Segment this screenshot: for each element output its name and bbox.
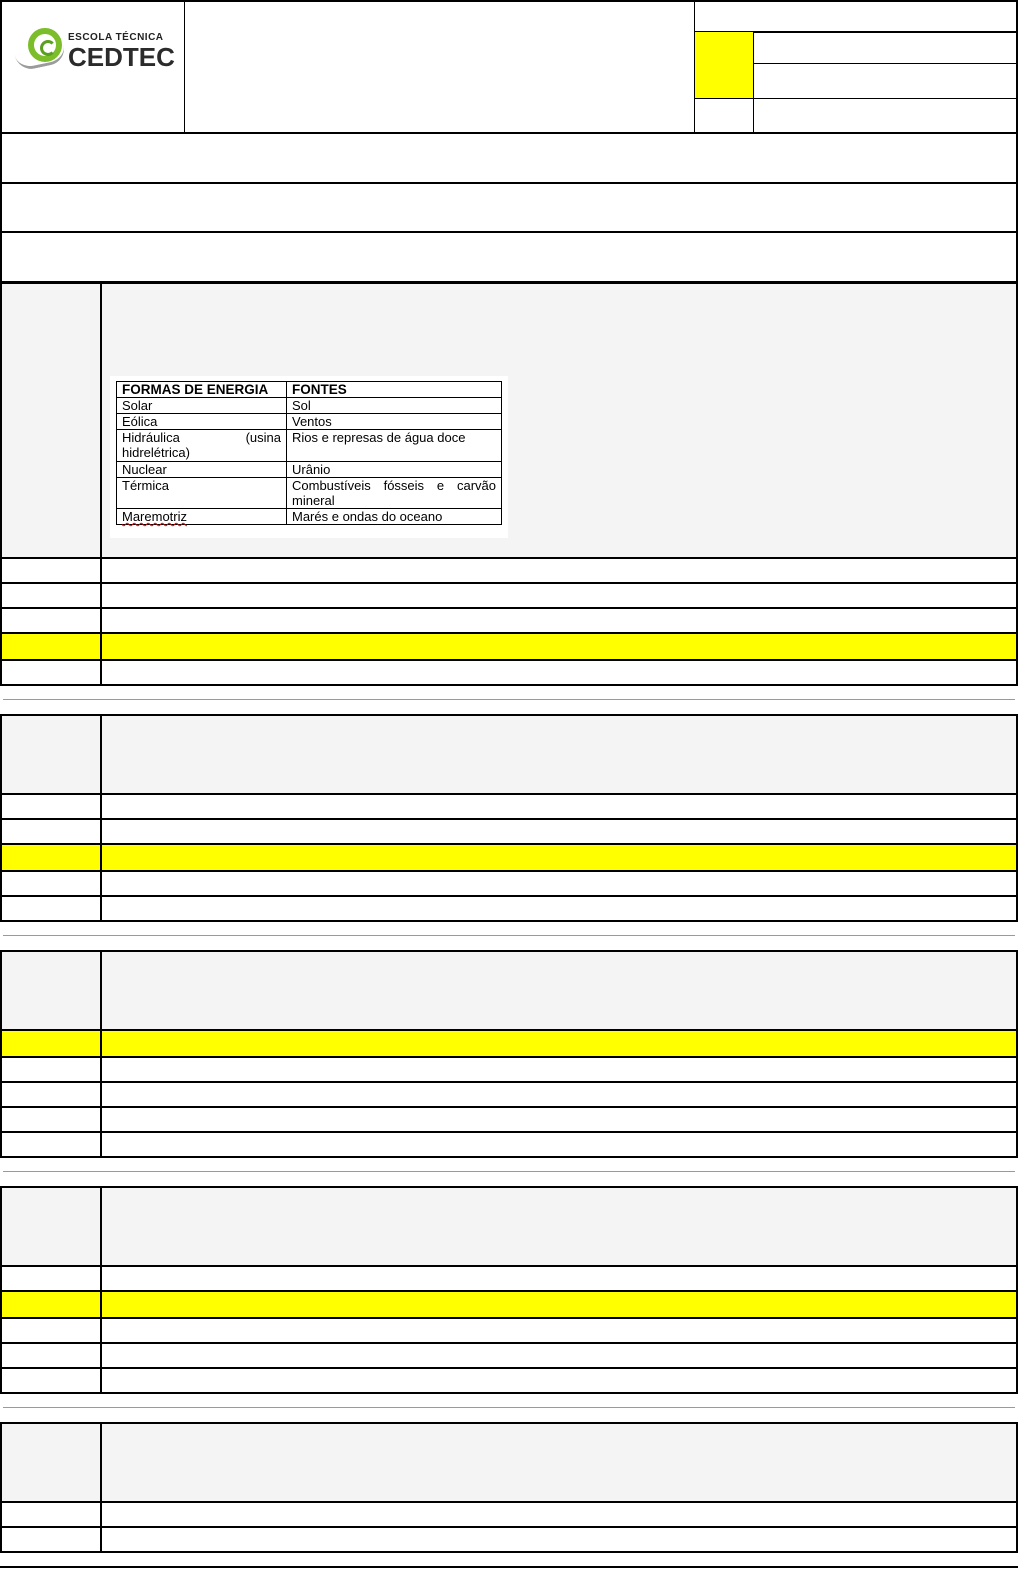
energy-form-cell: Nuclear bbox=[117, 462, 287, 478]
table-row bbox=[117, 430, 502, 462]
separator bbox=[3, 1171, 1015, 1172]
option-letter-cell bbox=[2, 1031, 102, 1056]
energy-table-image bbox=[110, 376, 508, 538]
option-row[interactable] bbox=[2, 1133, 1016, 1158]
option-text-cell bbox=[102, 1133, 1016, 1156]
option-letter-cell bbox=[2, 584, 102, 607]
cedtec-logo bbox=[16, 20, 176, 80]
option-letter-cell bbox=[2, 1369, 102, 1392]
info-value-2 bbox=[753, 63, 1018, 99]
question-2 bbox=[0, 714, 1018, 922]
option-letter-cell bbox=[2, 1083, 102, 1106]
page-bottom-rule bbox=[0, 1566, 1018, 1568]
option-text-cell bbox=[102, 584, 1016, 607]
question-4-stem bbox=[2, 1188, 1016, 1267]
question-1-number-cell bbox=[2, 284, 102, 557]
table-row bbox=[117, 462, 502, 478]
question-4 bbox=[0, 1186, 1018, 1394]
option-text-cell bbox=[102, 1267, 1016, 1290]
question-5 bbox=[0, 1422, 1018, 1553]
option-row[interactable] bbox=[2, 1058, 1016, 1083]
info-header-cell bbox=[694, 0, 1018, 33]
option-text-cell bbox=[102, 1083, 1016, 1106]
table-row bbox=[117, 414, 502, 430]
option-text-cell bbox=[102, 661, 1016, 684]
question-1-stem bbox=[2, 284, 1016, 559]
question-3-stem bbox=[2, 952, 1016, 1031]
separator bbox=[3, 935, 1015, 936]
energy-table bbox=[116, 381, 502, 525]
option-text-cell bbox=[102, 1108, 1016, 1131]
logo-cell bbox=[0, 0, 185, 134]
separator bbox=[3, 699, 1015, 700]
energy-table-header: FORMAS DE ENERGIA bbox=[117, 382, 287, 398]
table-row bbox=[117, 398, 502, 414]
question-1 bbox=[0, 284, 1018, 686]
option-letter-cell bbox=[2, 1108, 102, 1131]
option-row[interactable] bbox=[2, 1319, 1016, 1344]
info-mark-2 bbox=[694, 63, 754, 99]
energy-form-cell: Hidráulica (usina hidrelétrica) bbox=[117, 430, 287, 462]
option-letter-cell bbox=[2, 661, 102, 684]
table-row bbox=[117, 509, 502, 525]
energy-source-cell: Marés e ondas do oceano bbox=[287, 509, 502, 525]
option-row[interactable] bbox=[2, 1267, 1016, 1292]
logo-line1: ESCOLA TÉCNICA bbox=[68, 32, 164, 43]
option-letter-cell bbox=[2, 1133, 102, 1156]
option-text-cell bbox=[102, 795, 1016, 818]
option-letter-cell bbox=[2, 845, 102, 870]
option-row[interactable] bbox=[2, 795, 1016, 820]
spellcheck-word: Maremotriz bbox=[122, 509, 188, 524]
option-letter-cell bbox=[2, 634, 102, 659]
option-row-highlighted[interactable] bbox=[2, 845, 1016, 872]
info-mark-1 bbox=[694, 32, 754, 64]
document-header bbox=[0, 0, 1018, 283]
question-5-stem bbox=[2, 1424, 1016, 1503]
logo-line2: CEDTEC bbox=[68, 42, 175, 72]
option-letter-cell bbox=[2, 1528, 102, 1551]
question-5-number-cell bbox=[2, 1424, 102, 1501]
energy-source-cell: Urânio bbox=[287, 462, 502, 478]
info-mark-3 bbox=[694, 98, 754, 134]
option-text-cell bbox=[102, 1369, 1016, 1392]
option-text-cell bbox=[102, 609, 1016, 632]
header-band-2 bbox=[0, 183, 1018, 233]
option-text-cell bbox=[102, 872, 1016, 895]
energy-source-cell: Rios e represas de água doce bbox=[287, 430, 502, 462]
energy-form-cell: Eólica bbox=[117, 414, 287, 430]
option-letter-cell bbox=[2, 820, 102, 843]
energy-source-cell: Sol bbox=[287, 398, 502, 414]
energy-source-cell: Ventos bbox=[287, 414, 502, 430]
option-letter-cell bbox=[2, 1267, 102, 1290]
energy-form-cell: Térmica bbox=[117, 478, 287, 509]
option-letter-cell bbox=[2, 1503, 102, 1526]
energy-table-header: FONTES bbox=[287, 382, 502, 398]
option-text-cell bbox=[102, 1058, 1016, 1081]
option-letter-cell bbox=[2, 1344, 102, 1367]
option-row[interactable] bbox=[2, 872, 1016, 897]
option-text-cell bbox=[102, 1319, 1016, 1342]
option-text-cell bbox=[102, 820, 1016, 843]
option-text-cell bbox=[102, 845, 1016, 870]
option-row[interactable] bbox=[2, 661, 1016, 686]
option-letter-cell bbox=[2, 795, 102, 818]
option-row[interactable] bbox=[2, 1108, 1016, 1133]
option-text-cell bbox=[102, 1344, 1016, 1367]
option-text-cell bbox=[102, 559, 1016, 582]
separator bbox=[3, 1407, 1015, 1408]
option-row-highlighted[interactable] bbox=[2, 1292, 1016, 1319]
option-letter-cell bbox=[2, 1319, 102, 1342]
energy-source-cell: Combustíveis fósseis e carvão mineral bbox=[287, 478, 502, 509]
option-row[interactable] bbox=[2, 1503, 1016, 1528]
option-row-highlighted[interactable] bbox=[2, 1031, 1016, 1058]
option-row-highlighted[interactable] bbox=[2, 634, 1016, 661]
question-5-body bbox=[102, 1424, 1016, 1501]
option-row[interactable] bbox=[2, 820, 1016, 845]
option-text-cell bbox=[102, 1528, 1016, 1551]
energy-table-header-row bbox=[117, 382, 502, 398]
option-letter-cell bbox=[2, 1292, 102, 1317]
option-letter-cell bbox=[2, 872, 102, 895]
option-letter-cell bbox=[2, 559, 102, 582]
header-band-3 bbox=[0, 232, 1018, 284]
option-text-cell bbox=[102, 897, 1016, 920]
question-2-body bbox=[102, 716, 1016, 793]
option-row[interactable] bbox=[2, 897, 1016, 922]
energy-form-cell: Solar bbox=[117, 398, 287, 414]
option-text-cell bbox=[102, 1503, 1016, 1526]
option-row[interactable] bbox=[2, 1344, 1016, 1369]
option-text-cell bbox=[102, 634, 1016, 659]
option-row[interactable] bbox=[2, 559, 1016, 584]
energy-form-cell bbox=[117, 509, 287, 525]
question-3-number-cell bbox=[2, 952, 102, 1029]
option-row[interactable] bbox=[2, 1369, 1016, 1394]
logo-ring-icon bbox=[28, 28, 62, 62]
header-band-1 bbox=[0, 133, 1018, 184]
option-row[interactable] bbox=[2, 609, 1016, 634]
table-row bbox=[117, 478, 502, 509]
option-text-cell bbox=[102, 1292, 1016, 1317]
option-row[interactable] bbox=[2, 1528, 1016, 1553]
question-3 bbox=[0, 950, 1018, 1158]
info-value-1 bbox=[753, 32, 1018, 64]
option-row[interactable] bbox=[2, 584, 1016, 609]
option-letter-cell bbox=[2, 897, 102, 920]
question-3-body bbox=[102, 952, 1016, 1029]
question-4-number-cell bbox=[2, 1188, 102, 1265]
option-row[interactable] bbox=[2, 1083, 1016, 1108]
option-text-cell bbox=[102, 1031, 1016, 1056]
title-cell bbox=[184, 0, 695, 134]
question-4-body bbox=[102, 1188, 1016, 1265]
info-value-3 bbox=[753, 98, 1018, 134]
option-letter-cell bbox=[2, 1058, 102, 1081]
question-2-stem bbox=[2, 716, 1016, 795]
option-letter-cell bbox=[2, 609, 102, 632]
question-2-number-cell bbox=[2, 716, 102, 793]
